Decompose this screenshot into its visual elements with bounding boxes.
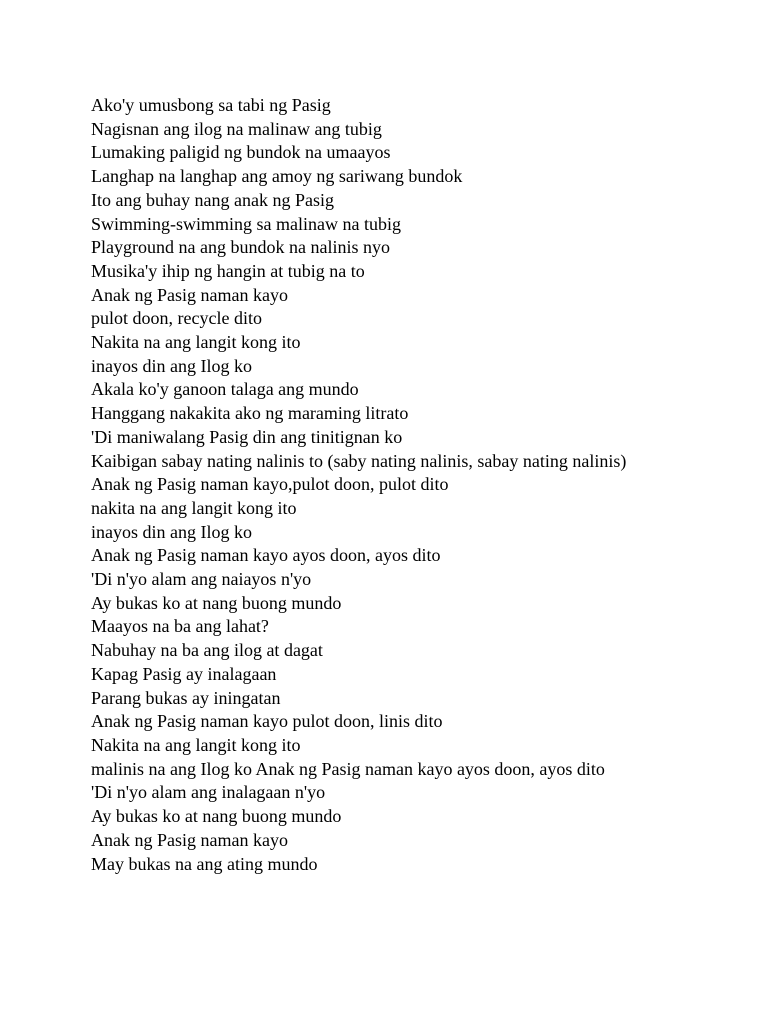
lyric-line: Anak ng Pasig naman kayo,pulot doon, pulot dito xyxy=(91,474,449,495)
lyric-line: malinis na ang Ilog ko Anak ng Pasig naman kayo ayos doon, ayos dito xyxy=(91,758,605,779)
lyric-line: Anak ng Pasig naman kayo ayos doon, ayos dito xyxy=(91,545,441,566)
lyric-line: Playground na ang bundok na nalinis nyo xyxy=(91,237,390,258)
lyric-line: Anak ng Pasig naman kayo xyxy=(91,829,288,850)
lyric-line: Kapag Pasig ay inalagaan xyxy=(91,663,277,684)
lyric-line: Parang bukas ay iningatan xyxy=(91,687,281,708)
lyric-line: Ay bukas ko at nang buong mundo xyxy=(91,592,342,613)
lyric-line: Nakita na ang langit kong ito xyxy=(91,332,301,353)
lyric-line: Ako'y umusbong sa tabi ng Pasig xyxy=(91,95,331,115)
lyric-line: 'Di maniwalang Pasig din ang tinitignan ko xyxy=(91,426,403,447)
lyric-line: Hanggang nakakita ako ng maraming litrato xyxy=(91,403,409,424)
lyric-line: 'Di n'yo alam ang naiayos n'yo xyxy=(91,569,312,590)
lyrics-text-block xyxy=(91,94,691,876)
lyric-line: Lumaking paligid ng bundok na umaayos xyxy=(91,142,391,163)
lyric-line: Anak ng Pasig naman kayo xyxy=(91,284,288,305)
lyric-line: Kaibigan sabay nating nalinis to (saby nating nalinis, sabay nating nalinis) xyxy=(91,450,627,471)
lyric-line: Anak ng Pasig naman kayo pulot doon, linis dito xyxy=(91,711,443,732)
lyric-line: Maayos na ba ang lahat? xyxy=(91,616,269,637)
lyric-line: inayos din ang Ilog ko xyxy=(91,355,252,376)
lyric-line: Ay bukas ko at nang buong mundo xyxy=(91,806,342,827)
lyric-line: Swimming-swimming sa malinaw na tubig xyxy=(91,213,401,234)
lyric-line: Nakita na ang langit kong ito xyxy=(91,734,301,755)
lyric-line: Akala ko'y ganoon talaga ang mundo xyxy=(91,379,359,400)
lyric-line: nakita na ang langit kong ito xyxy=(91,497,297,518)
lyric-line: Ito ang buhay nang anak ng Pasig xyxy=(91,189,334,210)
lyric-line: pulot doon, recycle dito xyxy=(91,308,262,329)
lyric-line: Langhap na langhap ang amoy ng sariwang bundok xyxy=(91,166,463,187)
lyric-line: Musika'y ihip ng hangin at tubig na to xyxy=(91,260,365,281)
lyric-line: inayos din ang Ilog ko xyxy=(91,521,252,542)
lyric-line: May bukas na ang ating mundo xyxy=(91,853,318,874)
lyric-line: Nagisnan ang ilog na malinaw ang tubig xyxy=(91,118,382,139)
lyric-line: 'Di n'yo alam ang inalagaan n'yo xyxy=(91,782,326,803)
lyric-line: Nabuhay na ba ang ilog at dagat xyxy=(91,640,323,661)
